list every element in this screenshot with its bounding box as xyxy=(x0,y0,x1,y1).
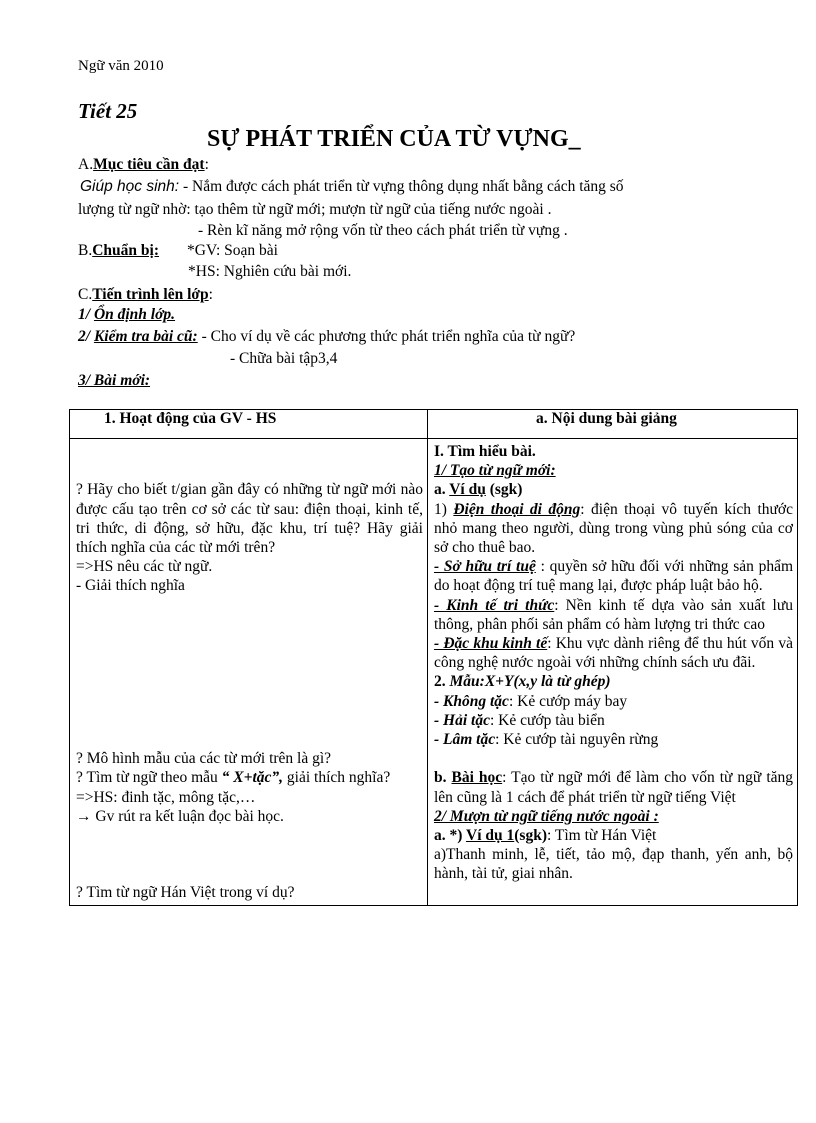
example-word-1: - Không tặc: Kẻ cướp máy bay xyxy=(434,692,628,710)
lesson-table xyxy=(69,409,798,906)
page-title: SỰ PHÁT TRIỂN CỦA TỪ VỰNG_ xyxy=(207,126,581,152)
activities-cell xyxy=(70,439,428,906)
example-2-list: a)Thanh minh, lễ, tiết, tảo mộ, đạp thanh, yến anh, bộ hành, tài tử, giai nhân. xyxy=(434,846,793,883)
step-2: 2/ Kiểm tra bài cũ: - Cho ví dụ về các phương thức phát triển nghĩa của từ ngữ? xyxy=(78,328,576,345)
section-b-gv: *GV: Soạn bài xyxy=(187,242,278,259)
section-b-heading: B.Chuẩn bị: xyxy=(78,242,159,259)
example-a: a. Ví dụ (sgk) xyxy=(434,481,523,499)
question-3: ? Tìm từ ngữ theo mẫu “ X+tặc”, giải thích nghĩa? xyxy=(76,769,391,787)
question-2: ? Mô hình mẫu của các từ mới trên là gì? xyxy=(76,750,332,768)
question-1: ? Hãy cho biết t/gian gần đây có những từ ngữ mới nào được cấu tạo trên cơ sở các từ sau: điện thoại, kinh tế, tri thức, di động, sở hữu, đặc khu, trí tuệ? Hãy giải thích nghĩa của các từ mới trên? xyxy=(76,481,423,556)
term-2: - Sở hữu trí tuệ : quyền sở hữu đối với những sản phẩm do hoạt động trí tuệ mang lại, được pháp luật bảo hộ. xyxy=(434,558,794,595)
page-header: Ngữ văn 2010 xyxy=(78,58,164,74)
section-a-line2: lượng từ ngữ nhờ: tạo thêm từ ngữ mới; mượn từ ngữ của tiếng nước ngoài . xyxy=(78,201,552,218)
answer-3: =>HS: đinh tặc, mông tặc,… xyxy=(76,788,256,806)
section-a-line3: - Rèn kĩ năng mở rộng vốn từ theo cách phát triển từ vựng . xyxy=(198,222,568,239)
section-a-line1: Giúp học sinh: - Nắm được cách phát triển từ vựng thông dụng nhất bằng cách tăng số xyxy=(80,178,624,195)
lesson-number: Tiết 25 xyxy=(78,99,138,123)
model-heading: 2. Mẫu:X+Y(x,y là từ ghép) xyxy=(434,673,611,691)
step-2-homework: - Chữa bài tập3,4 xyxy=(230,350,338,367)
table-row xyxy=(70,439,798,906)
term-4: - Đặc khu kinh tế: Khu vực dành riêng để thu hút vốn và công nghệ nước ngoài với những chính sách ưu đãi. xyxy=(434,635,793,672)
step-1: 1/ Ổn định lớp. xyxy=(78,306,176,323)
question-4: ? Tìm từ ngữ Hán Việt trong ví dụ? xyxy=(76,884,295,902)
step-3: 3/ Bài mới: xyxy=(78,372,151,389)
section-a-heading: A.Mục tiêu cần đạt: xyxy=(78,156,209,173)
example-word-2: - Hải tặc: Kẻ cướp tàu biển xyxy=(434,711,605,729)
content-heading-1: I. Tìm hiểu bài. xyxy=(434,443,536,460)
content-cell xyxy=(428,439,798,906)
conclusion-line: → Gv rút ra kết luận đọc bài học. xyxy=(76,807,284,825)
column-header-activities: 1. Hoạt động của GV - HS xyxy=(70,410,428,439)
section-b-hs: *HS: Nghiên cứu bài mới. xyxy=(188,263,352,280)
term-1: 1) Điện thoại di động: điện thoại vô tuyến kích thước nhỏ mang theo người, dùng trong vùng phủ sóng của cơ sở cho thuê bao. xyxy=(434,500,793,557)
content-heading-2: 1/ Tạo từ ngữ mới: xyxy=(434,462,556,480)
content-heading-3: 2/ Mượn từ ngữ tiếng nước ngoài : xyxy=(434,807,659,825)
answer-1: =>HS nêu các từ ngữ. xyxy=(76,558,213,576)
example-2: a. *) Ví dụ 1(sgk): Tìm từ Hán Việt xyxy=(434,827,657,845)
column-header-content: a. Nội dung bài giảng xyxy=(428,410,798,439)
term-3: - Kinh tế tri thức: Nền kinh tế dựa vào sản xuất lưu thông, phân phối sản phẩm có hàm lượng tri thức cao xyxy=(434,596,793,633)
lesson-summary: b. Bài học: Tạo từ ngữ mới để làm cho vốn từ ngữ tăng lên cũng là 1 cách để phát triển từ ngữ tiếng Việt xyxy=(434,769,794,806)
answer-2: - Giải thích nghĩa xyxy=(76,577,185,595)
section-c-heading: C.Tiến trình lên lớp: xyxy=(78,286,213,303)
example-word-3: - Lâm tặc: Kẻ cướp tài nguyên rừng xyxy=(434,731,659,749)
table-header-row xyxy=(70,410,798,439)
arrow-right-icon: → xyxy=(76,807,92,825)
